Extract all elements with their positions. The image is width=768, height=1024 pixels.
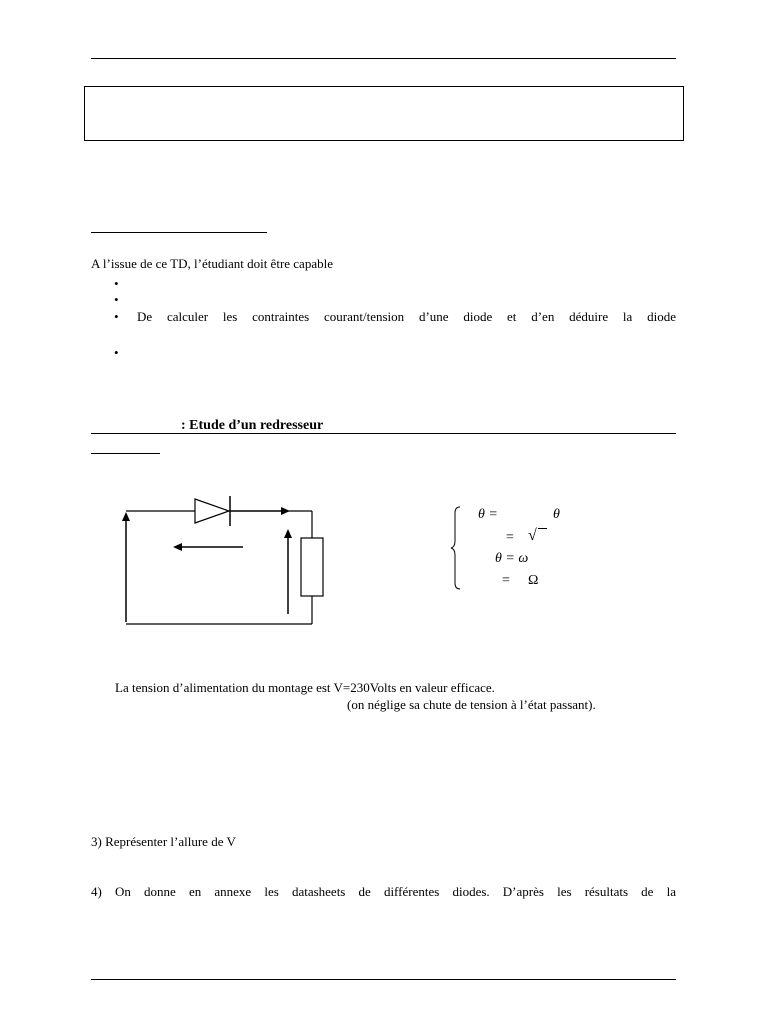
section-subtitle-rule [91, 453, 160, 454]
objective-item: De calculer les contraintes courant/tension d’une diode et d’en déduire la diode [137, 309, 676, 324]
title-box [84, 86, 684, 141]
bullet-marker: • [114, 309, 119, 324]
diode-voltage-arrow [173, 543, 243, 551]
rectifier-circuit-diagram [110, 488, 340, 638]
equation-line1-right: θ [553, 507, 560, 522]
equation-line2-equals: = [506, 530, 514, 545]
bullet-marker: • [114, 292, 119, 307]
equation-line3: θ = ω [495, 551, 529, 566]
equation-brace [450, 505, 464, 591]
question-4: 4) On donne en annexe les datasheets de différentes diodes. D’après les résultats de la [91, 884, 676, 899]
diode-symbol [195, 496, 230, 526]
current-arrow [230, 507, 290, 515]
sqrt-symbol: √ [528, 527, 537, 544]
objectives-heading-underline [91, 232, 267, 233]
supply-voltage-text: La tension d’alimentation du montage est V=230Volts en valeur efficace. [115, 680, 495, 695]
section-title-rule [91, 433, 676, 434]
header-rule [91, 58, 676, 59]
footer-rule [91, 979, 676, 980]
equation-line1-left: θ = [478, 507, 498, 522]
voltage-drop-note: (on néglige sa chute de tension à l’état passant). [347, 697, 596, 712]
resistor-symbol [301, 538, 323, 596]
intro-text: A l’issue de ce TD, l’étudiant doit être capable [91, 256, 333, 271]
omega-symbol: Ω [528, 573, 539, 588]
sqrt-overline [538, 528, 547, 529]
question-3: 3) Représenter l’allure de V [91, 834, 236, 849]
bullet-marker: • [114, 345, 119, 360]
equation-line4-equals: = [502, 573, 510, 588]
source-voltage-arrow [122, 512, 130, 622]
bullet-marker: • [114, 276, 119, 291]
section-title: : Etude d’un redresseur [181, 418, 324, 433]
load-voltage-arrow [284, 529, 292, 614]
